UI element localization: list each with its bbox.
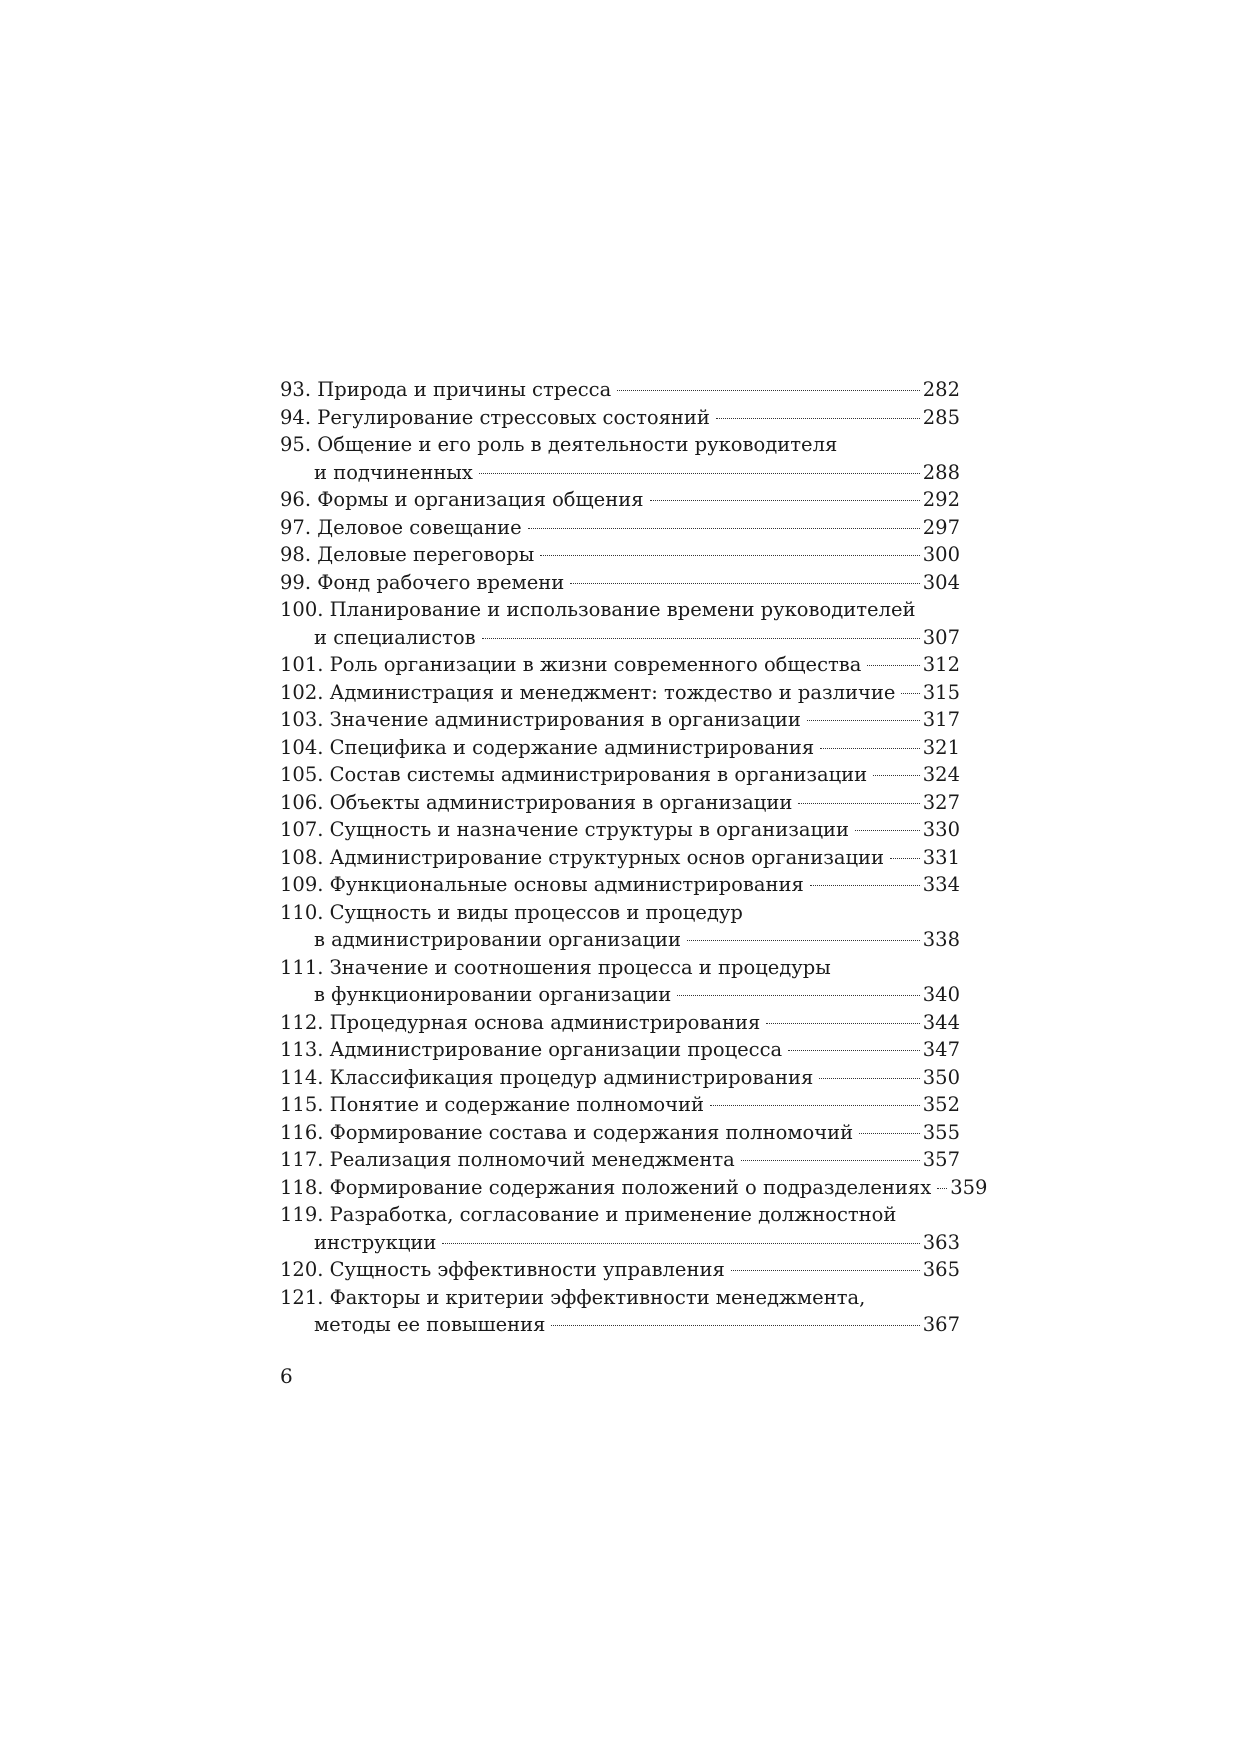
entry-title: Формирование содержания положений о подразделениях — [329, 1175, 932, 1199]
toc-entry — [280, 1256, 960, 1284]
entry-title-continuation: инструкции — [314, 1230, 437, 1254]
dot-leader — [650, 500, 920, 501]
entry-number: 112. — [280, 1010, 324, 1034]
entry-number: 107. — [280, 818, 324, 841]
entry-title: Администрация и менеджмент: тождество и различие — [329, 680, 896, 704]
entry-page: 300 — [922, 543, 960, 566]
entry-number: 95. — [280, 433, 312, 456]
entry-number: 115. — [280, 1093, 324, 1116]
entry-title: Функциональные основы администрирования — [329, 873, 804, 896]
entry-page: 363 — [922, 1230, 960, 1254]
entry-page: 331 — [922, 845, 960, 869]
dot-leader — [479, 473, 920, 474]
entry-number: 100. — [280, 598, 324, 621]
entry-title: Объекты администрирования в организации — [329, 790, 793, 814]
dot-leader — [873, 775, 920, 776]
toc-entry — [280, 899, 960, 954]
toc-entry — [280, 1146, 960, 1174]
entry-number: 109. — [280, 873, 324, 896]
dot-leader — [716, 418, 920, 419]
entry-page: 312 — [922, 653, 960, 676]
entry-page: 367 — [922, 1313, 960, 1336]
dot-leader — [810, 885, 920, 886]
entry-number: 113. — [280, 1038, 324, 1061]
entry-page: 327 — [922, 790, 960, 814]
entry-title-continuation: в администрировании организации — [314, 928, 682, 951]
entry-number: 118. — [280, 1175, 324, 1199]
entry-title: Состав системы администрирования в организации — [329, 763, 868, 786]
entry-number: 117. — [280, 1148, 324, 1171]
entry-number: 94. — [280, 405, 312, 429]
entry-page: 304 — [922, 570, 960, 594]
entry-number: 111. — [280, 955, 324, 979]
dot-leader — [798, 803, 919, 804]
entry-title: Природа и причины стресса — [317, 378, 612, 401]
toc-entry — [280, 514, 960, 542]
dot-leader — [855, 830, 920, 831]
dot-leader — [766, 1023, 919, 1024]
entry-page: 315 — [922, 680, 960, 704]
entry-number: 106. — [280, 790, 324, 814]
entry-number: 114. — [280, 1065, 324, 1089]
entry-title: Регулирование стрессовых состояний — [317, 405, 710, 429]
toc-entry — [280, 1201, 960, 1256]
entry-number: 101. — [280, 653, 324, 676]
entry-title: Формы и организация общения — [317, 488, 644, 511]
entry-page: 307 — [922, 625, 960, 649]
entry-number: 102. — [280, 680, 324, 704]
dot-leader — [677, 995, 920, 996]
toc-entry — [280, 1036, 960, 1064]
entry-page: 288 — [922, 460, 960, 484]
entry-number: 103. — [280, 708, 324, 731]
toc-entry — [280, 486, 960, 514]
entry-title: Деловое совещание — [317, 515, 522, 539]
toc-entry — [280, 679, 960, 707]
dot-leader — [731, 1270, 920, 1271]
dot-leader — [807, 720, 920, 721]
dot-leader — [551, 1325, 919, 1326]
toc-entry — [280, 376, 960, 404]
toc-entry — [280, 954, 960, 1009]
entry-title: Планирование и использование времени руководителей — [329, 598, 916, 621]
entry-title: Сущность и виды процессов и процедур — [329, 900, 743, 924]
entry-number: 110. — [280, 900, 324, 924]
entry-page: 350 — [922, 1065, 960, 1089]
entry-title: Разработка, согласование и применение должностной — [329, 1203, 897, 1226]
entry-title: Роль организации в жизни современного общества — [329, 653, 862, 676]
toc-entry — [280, 1284, 960, 1339]
dot-leader — [442, 1243, 919, 1244]
entry-number: 120. — [280, 1258, 324, 1281]
entry-page: 365 — [922, 1258, 960, 1281]
toc-entry — [280, 844, 960, 872]
entry-title: Значение администрирования в организации — [329, 708, 801, 731]
page-number: 6 — [280, 1364, 293, 1388]
toc-entry — [280, 431, 960, 486]
table-of-contents — [280, 376, 988, 1339]
dot-leader — [820, 748, 920, 749]
entry-page: 357 — [922, 1148, 960, 1171]
entry-number: 108. — [280, 845, 324, 869]
toc-entry — [280, 651, 960, 679]
entry-page: 285 — [922, 405, 960, 429]
entry-number: 93. — [280, 378, 312, 401]
entry-number: 119. — [280, 1203, 324, 1226]
entry-title-continuation: методы ее повышения — [314, 1313, 546, 1336]
toc-entry — [280, 1119, 960, 1147]
entry-title: Общение и его роль в деятельности руководителя — [317, 433, 838, 456]
entry-title: Специфика и содержание администрирования — [329, 735, 815, 759]
toc-entry — [280, 871, 960, 899]
toc-entry — [280, 1009, 960, 1037]
entry-number: 104. — [280, 735, 324, 759]
entry-page: 355 — [922, 1120, 960, 1144]
dot-leader — [617, 390, 920, 391]
entry-number: 97. — [280, 515, 312, 539]
entry-title: Понятие и содержание полномочий — [329, 1093, 705, 1116]
dot-leader — [859, 1133, 920, 1134]
dot-leader — [819, 1078, 920, 1079]
toc-entry — [280, 596, 960, 651]
dot-leader — [482, 638, 920, 639]
dot-leader — [867, 665, 919, 666]
toc-entry — [280, 1091, 960, 1119]
entry-page: 324 — [922, 763, 960, 786]
entry-number: 105. — [280, 763, 324, 786]
entry-page: 321 — [922, 735, 960, 759]
toc-entry — [280, 569, 960, 597]
toc-entry — [280, 816, 960, 844]
entry-number: 96. — [280, 488, 312, 511]
entry-page: 352 — [922, 1093, 960, 1116]
entry-page: 344 — [922, 1010, 960, 1034]
toc-entry — [280, 404, 960, 432]
entry-number: 116. — [280, 1120, 324, 1144]
entry-title: Сущность и назначение структуры в организации — [329, 818, 849, 841]
entry-title: Факторы и критерии эффективности менеджмента, — [329, 1285, 866, 1309]
dot-leader — [901, 693, 919, 694]
toc-entry — [280, 1174, 988, 1202]
toc-entry — [280, 734, 960, 762]
entry-page: 340 — [922, 983, 960, 1006]
entry-title-continuation: в функционировании организации — [314, 983, 672, 1006]
toc-entry — [280, 761, 960, 789]
entry-number: 99. — [280, 570, 312, 594]
dot-leader — [570, 583, 920, 584]
dot-leader — [710, 1105, 920, 1106]
entry-number: 98. — [280, 543, 312, 566]
entry-page: 297 — [922, 515, 960, 539]
entry-page: 334 — [922, 873, 960, 896]
toc-entry — [280, 789, 960, 817]
dot-leader — [890, 858, 920, 859]
dot-leader — [687, 940, 920, 941]
entry-title: Процедурная основа администрирования — [329, 1010, 761, 1034]
entry-title: Реализация полномочий менеджмента — [329, 1148, 735, 1171]
entry-title: Сущность эффективности управления — [329, 1258, 725, 1281]
entry-title: Формирование состава и содержания полномочий — [329, 1120, 854, 1144]
dot-leader — [528, 528, 920, 529]
entry-title: Администрирование структурных основ организации — [329, 845, 885, 869]
toc-entry — [280, 1064, 960, 1092]
dot-leader — [741, 1160, 920, 1161]
dot-leader — [788, 1050, 920, 1051]
entry-title: Значение и соотношения процесса и процедуры — [329, 955, 831, 979]
entry-page: 359 — [950, 1175, 988, 1199]
entry-page: 330 — [922, 818, 960, 841]
entry-page: 292 — [922, 488, 960, 511]
dot-leader — [540, 555, 920, 556]
entry-title: Фонд рабочего времени — [317, 570, 565, 594]
entry-title: Деловые переговоры — [317, 543, 535, 566]
dot-leader — [937, 1188, 947, 1189]
entry-number: 121. — [280, 1285, 324, 1309]
entry-page: 347 — [922, 1038, 960, 1061]
entry-title: Классификация процедур администрирования — [329, 1065, 814, 1089]
toc-entry — [280, 706, 960, 734]
entry-title: Администрирование организации процесса — [329, 1038, 783, 1061]
entry-title-continuation: и подчиненных — [314, 460, 473, 484]
entry-page: 338 — [922, 928, 960, 951]
entry-page: 317 — [922, 708, 960, 731]
entry-title-continuation: и специалистов — [314, 625, 476, 649]
toc-entry — [280, 541, 960, 569]
entry-page: 282 — [922, 378, 960, 401]
